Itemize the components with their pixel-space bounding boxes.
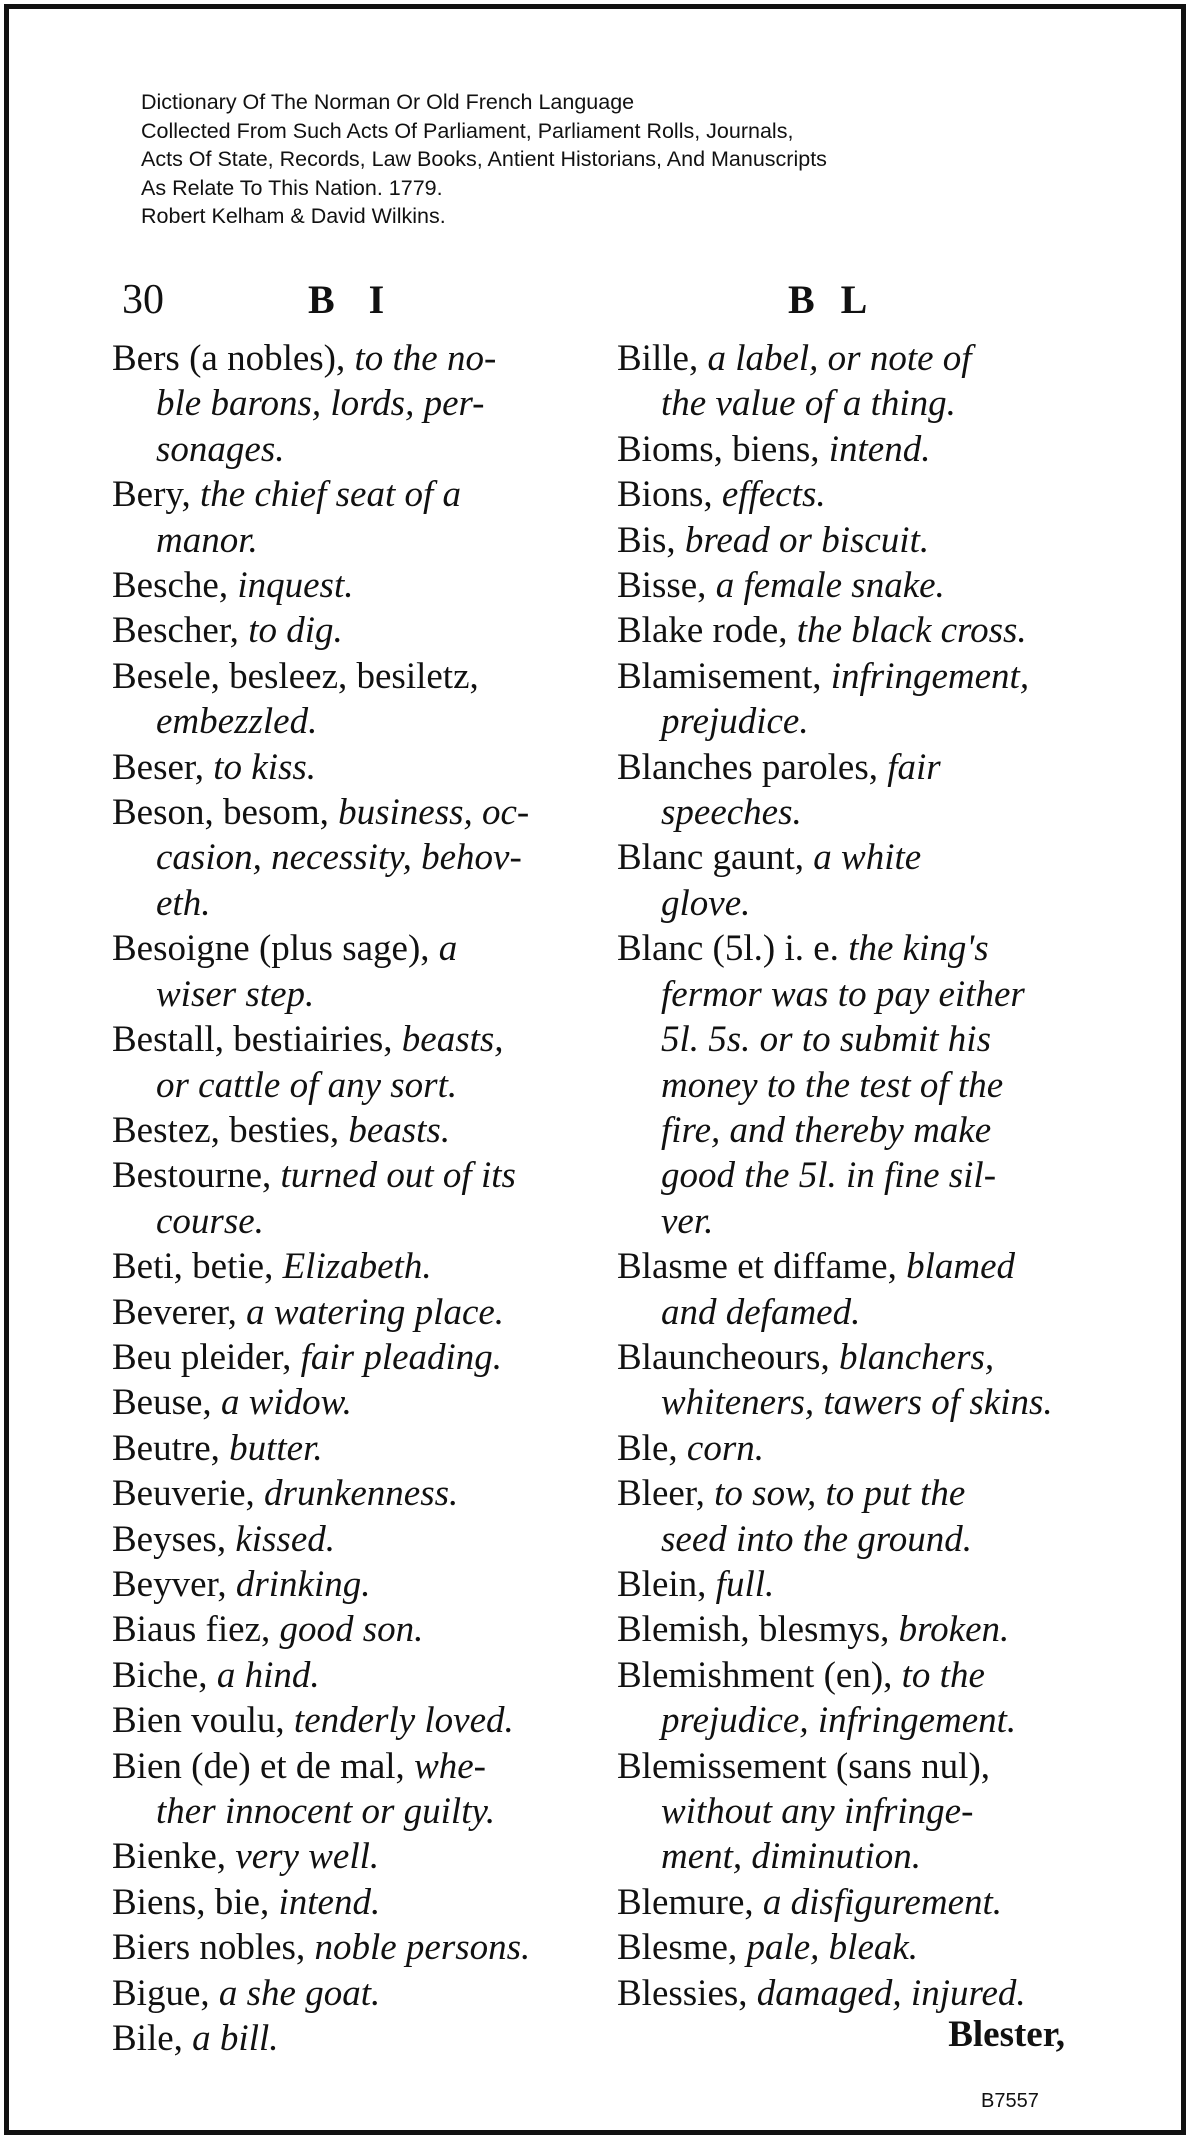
dictionary-line xyxy=(617,1698,1087,1743)
dictionary-line xyxy=(112,790,582,835)
title-line-1: Dictionary Of The Norman Or Old French Language xyxy=(141,90,635,114)
definition: a hind. xyxy=(207,1654,320,1696)
dictionary-line xyxy=(617,790,1087,835)
continuation xyxy=(112,381,582,426)
entry xyxy=(112,1337,502,1378)
entry xyxy=(112,1609,423,1650)
headword: Biaus fiez, xyxy=(112,1609,271,1651)
dictionary-line xyxy=(112,2016,582,2061)
entry xyxy=(617,338,972,379)
dictionary-line xyxy=(112,1153,582,1198)
definition: money to the test of the xyxy=(661,1064,1004,1106)
dictionary-line xyxy=(617,1290,1087,1335)
dictionary-line xyxy=(617,926,1087,971)
definition: to kiss. xyxy=(204,746,317,788)
headword: Blemish, blesmys, xyxy=(617,1609,890,1651)
continuation xyxy=(617,1108,1087,1153)
continuation xyxy=(617,1290,1087,1335)
dictionary-line xyxy=(112,1471,582,1516)
definition: 5l. 5s. or to submit his xyxy=(661,1019,991,1061)
entry xyxy=(617,1655,985,1696)
definition: inquest. xyxy=(228,565,354,607)
definition: a white xyxy=(804,837,922,879)
entry xyxy=(112,1519,335,1560)
entry xyxy=(112,565,354,606)
entry xyxy=(112,474,461,515)
continuation xyxy=(112,881,582,926)
title-block xyxy=(141,88,827,231)
definition: fire, and thereby make xyxy=(661,1109,992,1151)
headword: Beutre, xyxy=(112,1427,220,1469)
definition: seed into the ground. xyxy=(661,1518,973,1560)
definition: turned out of its xyxy=(271,1155,516,1197)
definition: prejudice. xyxy=(661,701,809,743)
definition: very well. xyxy=(226,1836,380,1878)
definition: infringement, xyxy=(821,655,1030,697)
left-column xyxy=(112,336,582,2061)
dictionary-line xyxy=(617,881,1087,926)
dictionary-line xyxy=(112,926,582,971)
definition: corn. xyxy=(677,1427,764,1469)
definition: and defamed. xyxy=(661,1291,861,1333)
headword: Blauncheours, xyxy=(617,1336,830,1378)
definition: damaged, injured. xyxy=(747,1972,1026,2014)
dictionary-line xyxy=(112,1789,582,1834)
dictionary-line xyxy=(112,1244,582,1289)
definition: butter. xyxy=(219,1427,323,1469)
headword: Besele, besleez, besiletz, xyxy=(112,655,479,697)
dictionary-line xyxy=(617,699,1087,744)
dictionary-line xyxy=(112,1108,582,1153)
dictionary-line xyxy=(112,1290,582,1335)
title-line-4: As Relate To This Nation. 1779. xyxy=(141,175,443,200)
dictionary-line xyxy=(617,1925,1087,1970)
definition: beasts, xyxy=(392,1019,504,1061)
definition: eth. xyxy=(156,882,211,924)
entry xyxy=(112,1473,458,1514)
dictionary-line xyxy=(617,381,1087,426)
entry xyxy=(617,1746,990,1787)
dictionary-line xyxy=(112,1335,582,1380)
headword: Biers nobles, xyxy=(112,1927,306,1969)
dictionary-line xyxy=(617,1063,1087,1108)
entry xyxy=(617,928,989,969)
continuation xyxy=(617,1834,1087,1879)
headword: Biens, bie, xyxy=(112,1881,270,1923)
dictionary-line xyxy=(112,881,582,926)
dictionary-line xyxy=(112,1199,582,1244)
continuation xyxy=(617,381,1087,426)
dictionary-line xyxy=(112,1880,582,1925)
headword: Bestourne, xyxy=(112,1155,272,1197)
title-line-3: Acts Of State, Records, Law Books, Antient Historians, And Manuscripts xyxy=(141,147,827,171)
right-column xyxy=(617,336,1087,2016)
entry xyxy=(112,1382,352,1423)
definition: a bill. xyxy=(182,2018,279,2060)
dictionary-line xyxy=(112,745,582,790)
entry xyxy=(112,1155,516,1196)
plate-code: B7557 xyxy=(981,2090,1039,2112)
definition: ver. xyxy=(661,1200,714,1242)
definition: a watering place. xyxy=(236,1291,505,1333)
definition: intend. xyxy=(819,428,931,470)
definition: full. xyxy=(706,1563,775,1605)
entry xyxy=(617,610,1027,651)
dictionary-line xyxy=(112,336,582,381)
dictionary-line xyxy=(112,1925,582,1970)
definition: bread or biscuit. xyxy=(675,519,930,561)
continuation xyxy=(617,1517,1087,1562)
entry xyxy=(617,656,1029,697)
headword: Bioms, biens, xyxy=(617,428,820,470)
definition: good son. xyxy=(270,1609,424,1651)
dictionary-line xyxy=(617,1108,1087,1153)
dictionary-line xyxy=(617,1653,1087,1698)
definition: the king's xyxy=(838,928,989,970)
definition: or cattle of any sort. xyxy=(156,1064,458,1106)
continuation xyxy=(617,1789,1087,1834)
definition: effects. xyxy=(712,474,826,516)
dictionary-line xyxy=(112,518,582,563)
entry xyxy=(617,1564,774,1605)
dictionary-line xyxy=(112,972,582,1017)
left-running-head: B I xyxy=(308,277,397,322)
dictionary-line xyxy=(617,1744,1087,1789)
entry xyxy=(112,1836,379,1877)
continuation xyxy=(617,881,1087,926)
definition: glove. xyxy=(661,882,751,924)
dictionary-line xyxy=(617,1517,1087,1562)
continuation xyxy=(112,835,582,880)
definition: a label, or note of xyxy=(698,338,972,379)
continuation xyxy=(112,1199,582,1244)
definition: wiser step. xyxy=(156,973,315,1015)
right-running-head: B L xyxy=(788,277,876,322)
dictionary-line xyxy=(112,1607,582,1652)
continuation xyxy=(112,972,582,1017)
dictionary-line xyxy=(112,1380,582,1425)
definition: blanchers, xyxy=(829,1336,995,1378)
headword: Bien voulu, xyxy=(112,1700,285,1742)
entry xyxy=(112,1246,432,1287)
entry xyxy=(617,1428,764,1469)
entry xyxy=(112,1882,380,1923)
entry xyxy=(617,520,929,561)
definition: to sow, to put the xyxy=(704,1473,966,1515)
dictionary-line xyxy=(617,1471,1087,1516)
continuation xyxy=(617,1017,1087,1062)
headword: Blanc (5l.) i. e. xyxy=(617,928,839,970)
title-line-5: Robert Kelham & David Wilkins. xyxy=(141,204,446,228)
continuation xyxy=(617,790,1087,835)
headword: Bile, xyxy=(112,2018,183,2060)
continuation xyxy=(617,1153,1087,1198)
definition: a disfigurement. xyxy=(753,1881,1003,1923)
entry xyxy=(112,1110,450,1151)
dictionary-line xyxy=(617,1017,1087,1062)
definition: ment, diminution. xyxy=(661,1836,922,1878)
dictionary-line xyxy=(112,699,582,744)
definition: without any infringe- xyxy=(661,1791,974,1832)
dictionary-line xyxy=(617,972,1087,1017)
entry xyxy=(617,747,941,788)
entry xyxy=(617,1337,994,1378)
definition: the value of a thing. xyxy=(661,383,956,425)
dictionary-line xyxy=(617,654,1087,699)
headword: Beson, besom, xyxy=(112,792,329,834)
definition: the chief seat of a xyxy=(190,474,462,516)
entry xyxy=(112,1927,530,1968)
headword: Blemissement (sans nul), xyxy=(617,1745,991,1787)
entry xyxy=(617,1927,918,1968)
dictionary-line xyxy=(112,1971,582,2016)
entry xyxy=(617,837,921,878)
dictionary-line xyxy=(112,1744,582,1789)
headword: Bis, xyxy=(617,519,676,561)
dictionary-line xyxy=(617,1562,1087,1607)
definition: whiteners, tawers of skins. xyxy=(661,1382,1053,1424)
headword: Bien (de) et de mal, xyxy=(112,1745,405,1787)
dictionary-line xyxy=(617,1834,1087,1879)
entry xyxy=(617,1246,1015,1287)
dictionary-line xyxy=(617,1199,1087,1244)
definition: sonages. xyxy=(156,428,285,470)
dictionary-line xyxy=(112,1426,582,1471)
definition: to the no- xyxy=(345,338,497,379)
headword: Blemishment (en), xyxy=(617,1654,893,1696)
definition: fair pleading. xyxy=(291,1336,503,1378)
entry xyxy=(617,1882,1002,1923)
headword: Blasme et diffame, xyxy=(617,1246,897,1288)
definition: fair xyxy=(877,746,941,788)
entry xyxy=(617,429,930,470)
headword: Blamisement, xyxy=(617,655,822,697)
headword: Bille, xyxy=(617,338,699,379)
headword: Beverer, xyxy=(112,1291,237,1333)
definition: noble persons. xyxy=(305,1927,531,1969)
dictionary-line xyxy=(617,1153,1087,1198)
continuation xyxy=(617,1063,1087,1108)
entry xyxy=(617,1609,1009,1650)
dictionary-line xyxy=(112,472,582,517)
entry xyxy=(112,928,457,969)
dictionary-line xyxy=(112,1653,582,1698)
dictionary-line xyxy=(617,1426,1087,1471)
definition: the black cross. xyxy=(787,610,1027,652)
dictionary-line xyxy=(617,472,1087,517)
definition: course. xyxy=(156,1200,264,1242)
dictionary-line xyxy=(617,835,1087,880)
continuation xyxy=(112,1063,582,1108)
dictionary-line xyxy=(617,1607,1087,1652)
entry xyxy=(112,792,529,833)
continuation xyxy=(112,699,582,744)
headword: Besoigne (plus sage), xyxy=(112,928,430,970)
headword: Blanches paroles, xyxy=(617,746,878,788)
dictionary-line xyxy=(112,1562,582,1607)
catchword: Blester, xyxy=(948,2014,1065,2055)
entry xyxy=(112,1973,380,2014)
continuation xyxy=(617,972,1087,1017)
entry xyxy=(112,1655,320,1696)
entry xyxy=(617,565,945,606)
headword: Blake rode, xyxy=(617,610,788,652)
definition: casion, necessity, behov- xyxy=(156,837,522,879)
headword: Beyses, xyxy=(112,1518,227,1560)
definition: pale, bleak. xyxy=(737,1927,919,1969)
dictionary-line xyxy=(112,1698,582,1743)
definition: ble barons, lords, per- xyxy=(156,383,485,425)
headword: Bery, xyxy=(112,474,191,516)
entry xyxy=(112,656,479,697)
definition: business, oc- xyxy=(328,792,530,834)
headword: Blemure, xyxy=(617,1881,754,1923)
entry xyxy=(112,2018,279,2059)
headword: Beuverie, xyxy=(112,1473,255,1515)
dictionary-line xyxy=(617,1380,1087,1425)
dictionary-line xyxy=(112,1063,582,1108)
entry xyxy=(112,1428,323,1469)
entry xyxy=(617,1473,965,1514)
definition: drinking. xyxy=(226,1563,371,1605)
headword: Bers (a nobles), xyxy=(112,338,346,379)
page-number: 30 xyxy=(122,277,164,323)
dictionary-line xyxy=(617,1971,1087,2016)
dictionary-line xyxy=(617,1335,1087,1380)
headword: Bleer, xyxy=(617,1473,705,1515)
headword: Beser, xyxy=(112,746,205,788)
headword: Bienke, xyxy=(112,1836,227,1878)
headword: Bigue, xyxy=(112,1972,210,2014)
definition: fermor was to pay either xyxy=(661,973,1025,1015)
definition: drunkenness. xyxy=(254,1473,459,1515)
definition: to the xyxy=(892,1654,985,1696)
entry xyxy=(112,1746,486,1787)
continuation xyxy=(617,1199,1087,1244)
headword: Beuse, xyxy=(112,1382,212,1424)
entry xyxy=(112,1019,504,1060)
dictionary-line xyxy=(112,654,582,699)
continuation xyxy=(617,1380,1087,1425)
headword: Ble, xyxy=(617,1427,678,1469)
entry xyxy=(112,610,343,651)
continuation xyxy=(112,518,582,563)
definition: a she goat. xyxy=(209,1972,381,2014)
continuation xyxy=(112,427,582,472)
dictionary-line xyxy=(617,427,1087,472)
definition: ther innocent or guilty. xyxy=(156,1791,496,1832)
dictionary-line xyxy=(112,427,582,472)
headword: Blessies, xyxy=(617,1972,748,2014)
dictionary-line xyxy=(112,1017,582,1062)
definition: tenderly loved. xyxy=(284,1700,514,1742)
definition: prejudice, infringement. xyxy=(661,1700,1017,1742)
definition: beasts. xyxy=(339,1109,451,1151)
entry xyxy=(112,1564,371,1605)
continuation xyxy=(617,1698,1087,1743)
entry xyxy=(112,1292,504,1333)
definition: kissed. xyxy=(226,1518,336,1560)
headword: Bescher, xyxy=(112,610,239,652)
definition: good the 5l. in fine sil- xyxy=(661,1155,997,1197)
headword: Beu pleider, xyxy=(112,1336,292,1378)
definition: broken. xyxy=(889,1609,1010,1651)
definition: whe- xyxy=(404,1745,486,1787)
definition: a xyxy=(429,928,458,970)
entry xyxy=(112,1700,514,1741)
dictionary-line xyxy=(112,1517,582,1562)
entry xyxy=(112,338,496,379)
headword: Biche, xyxy=(112,1654,208,1696)
headword: Besche, xyxy=(112,565,229,607)
dictionary-line xyxy=(617,518,1087,563)
headword: Blesme, xyxy=(617,1927,738,1969)
headword: Bestez, besties, xyxy=(112,1109,340,1151)
continuation xyxy=(617,699,1087,744)
headword: Blanc gaunt, xyxy=(617,837,805,879)
definition: a widow. xyxy=(211,1382,352,1424)
dictionary-line xyxy=(617,1789,1087,1834)
entry xyxy=(617,1973,1026,2014)
headword: Bions, xyxy=(617,474,713,516)
dictionary-line xyxy=(112,835,582,880)
dictionary-line xyxy=(617,1880,1087,1925)
continuation xyxy=(112,1789,582,1834)
dictionary-line xyxy=(617,563,1087,608)
definition: to dig. xyxy=(238,610,343,652)
entry xyxy=(112,747,316,788)
definition: Elizabeth. xyxy=(273,1246,432,1288)
dictionary-line xyxy=(112,1834,582,1879)
dictionary-line xyxy=(112,381,582,426)
dictionary-line xyxy=(617,608,1087,653)
headword: Beyver, xyxy=(112,1563,227,1605)
definition: blamed xyxy=(896,1246,1015,1288)
definition: embezzled. xyxy=(156,701,318,743)
headword: Bisse, xyxy=(617,565,707,607)
dictionary-line xyxy=(112,563,582,608)
headword: Bestall, bestiairies, xyxy=(112,1019,393,1061)
dictionary-line xyxy=(617,745,1087,790)
dictionary-line xyxy=(617,336,1087,381)
dictionary-line xyxy=(112,608,582,653)
definition: intend. xyxy=(269,1881,381,1923)
headword: Blein, xyxy=(617,1563,707,1605)
definition: manor. xyxy=(156,519,258,561)
headword: Beti, betie, xyxy=(112,1246,274,1288)
dictionary-line xyxy=(617,1244,1087,1289)
title-line-2: Collected From Such Acts Of Parliament, Parliament Rolls, Journals, xyxy=(141,118,794,143)
definition: speeches. xyxy=(661,792,802,834)
entry xyxy=(617,474,826,515)
definition: a female snake. xyxy=(706,565,945,607)
